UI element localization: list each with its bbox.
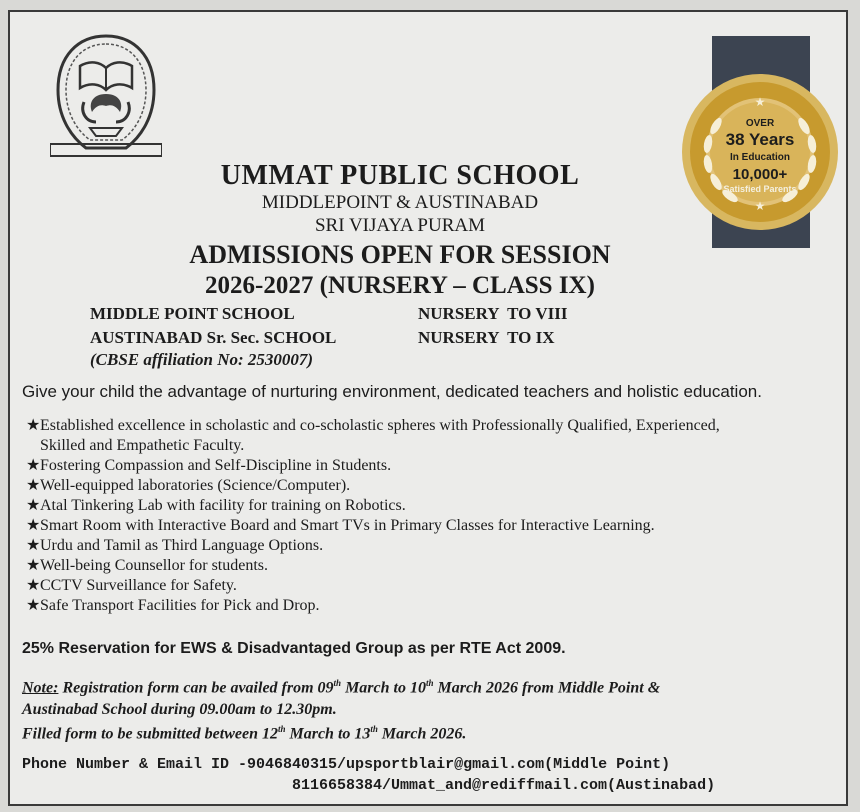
branch-classes: NURSERY TO IX bbox=[418, 328, 555, 347]
note-text: March 2026 from Middle Point & bbox=[433, 679, 661, 697]
list-item bbox=[26, 556, 836, 576]
star-icon: ★ bbox=[26, 557, 41, 574]
star-icon: ★ bbox=[26, 517, 41, 534]
list-item bbox=[26, 416, 836, 456]
list-item bbox=[26, 496, 836, 516]
filled-text: March to 13 bbox=[285, 725, 371, 743]
note-text: March to 10 bbox=[341, 679, 426, 697]
filled-text: March 2026. bbox=[377, 725, 467, 743]
branch-name: MIDDLE POINT SCHOOL bbox=[90, 304, 295, 323]
school-name: UMMAT PUBLIC SCHOOL bbox=[220, 160, 580, 191]
list-item bbox=[26, 516, 836, 536]
star-icon: ★ bbox=[26, 577, 41, 594]
svg-text:★: ★ bbox=[754, 95, 766, 109]
star-icon: ★ bbox=[26, 477, 41, 494]
cbse-affiliation: (CBSE affiliation No: 2530007) bbox=[90, 350, 314, 369]
badge-in-education: In Education bbox=[730, 152, 790, 163]
star-icon: ★ bbox=[26, 597, 41, 614]
filled-sup: th bbox=[277, 724, 286, 734]
submission-note bbox=[22, 724, 466, 743]
badge-parents-label: Satisfied Parents bbox=[723, 184, 797, 194]
admission-session: 2026-2027 (NURSERY – CLASS IX) bbox=[205, 272, 595, 299]
feature-text: Fostering Compassion and Self-Discipline in Students. bbox=[40, 457, 392, 474]
feature-text: Well-being Counsellor for students. bbox=[40, 557, 269, 574]
feature-text: Well-equipped laboratories (Science/Computer). bbox=[40, 477, 351, 494]
note-text: Registration form can be availed from 09 bbox=[58, 679, 334, 697]
tagline: Give your child the advantage of nurturing environment, dedicated teachers and holistic education. bbox=[22, 382, 762, 401]
contact-line-austinabad: 8116658384/Ummat_and@rediffmail.com(Austinabad) bbox=[292, 777, 716, 794]
note-text-line2: Austinabad School during 09.00am to 12.30pm. bbox=[22, 701, 337, 719]
list-item bbox=[26, 536, 836, 556]
list-item bbox=[26, 596, 836, 616]
feature-list bbox=[26, 416, 836, 616]
feature-text: Established excellence in scholastic and co-scholastic spheres with Professionally Qualified, Experienced, bbox=[40, 417, 720, 434]
badge-parents-count: 10,000+ bbox=[732, 166, 788, 183]
feature-text: Smart Room with Interactive Board and Smart TVs in Primary Classes for Interactive Learning. bbox=[40, 517, 655, 534]
school-crest-logo bbox=[50, 32, 162, 160]
note-sup: th bbox=[425, 678, 434, 688]
star-icon: ★ bbox=[26, 497, 41, 514]
note-label: Note: bbox=[22, 679, 59, 697]
list-item bbox=[26, 576, 836, 596]
feature-text-continued: Skilled and Empathetic Faculty. bbox=[40, 437, 245, 454]
note-sup: th bbox=[333, 678, 342, 688]
feature-text: Atal Tinkering Lab with facility for training on Robotics. bbox=[40, 497, 406, 514]
branch-classes: NURSERY TO VIII bbox=[418, 304, 568, 323]
star-icon: ★ bbox=[26, 457, 41, 474]
contact-info bbox=[22, 754, 822, 796]
rte-reservation: 25% Reservation for EWS & Disadvantaged Group as per RTE Act 2009. bbox=[22, 640, 566, 657]
star-icon: ★ bbox=[26, 417, 41, 434]
badge-years: 38 Years bbox=[725, 130, 795, 149]
star-icon: ★ bbox=[26, 537, 41, 554]
badge-over: OVER bbox=[745, 118, 775, 129]
feature-text: CCTV Surveillance for Safety. bbox=[40, 577, 237, 594]
svg-text:★: ★ bbox=[754, 199, 766, 213]
filled-text: Filled form to be submitted between 12 bbox=[22, 725, 278, 743]
admission-heading: ADMISSIONS OPEN FOR SESSION bbox=[189, 240, 611, 269]
list-item bbox=[26, 456, 836, 476]
contact-line-middle-point: Phone Number & Email ID -9046840315/upsportblair@gmail.com(Middle Point) bbox=[22, 756, 671, 773]
feature-text: Urdu and Tamil as Third Language Options. bbox=[40, 537, 324, 554]
registration-note bbox=[22, 672, 812, 721]
feature-text: Safe Transport Facilities for Pick and Drop. bbox=[40, 597, 320, 614]
branch-name: AUSTINABAD Sr. Sec. SCHOOL bbox=[90, 328, 337, 347]
school-locations: MIDDLEPOINT & AUSTINABAD bbox=[261, 192, 539, 213]
filled-sup: th bbox=[370, 724, 378, 734]
school-city: SRI VIJAYA PURAM bbox=[314, 215, 485, 236]
admission-notice bbox=[8, 10, 848, 806]
list-item bbox=[26, 476, 836, 496]
